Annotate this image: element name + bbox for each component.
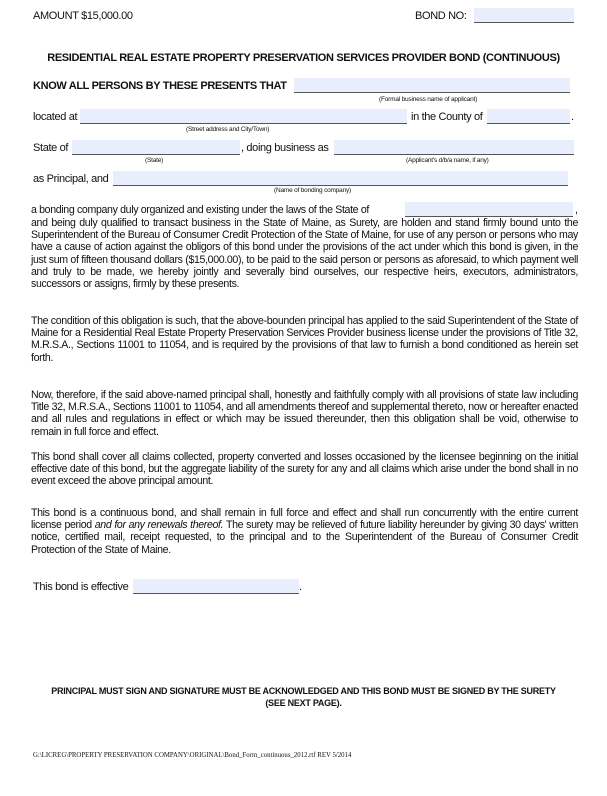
paragraph-4: This bond shall cover all claims collected, property converted and losses occasioned by the licensee beginning on the initial effective date of this bond, but the aggregate liability of the surety for any and all claims which arise under the bond shall in no event exceed the above principal amount. <box>31 451 578 488</box>
state-caption: (State) <box>145 157 164 164</box>
paragraph-5-part-b: The surety may be relieved of future liability hereunder by giving 30 days' written notice, certified mail, receipt requested, to the principal and to the Superintendent of the Bureau of Consumer Credit Protection of the State of Maine. <box>31 519 579 556</box>
surety-state-comma: , <box>575 204 578 216</box>
paragraph-1: and being duly qualified to transact business in the State of Maine, as Surety, are holden and stand firmly bound unto the Superintendent of the Bureau of Consumer Credit Protection of the State of Maine, for use of any person or persons who may have a cause of action against the obligors of this bond under the provisions of the act under which this bond is given, in the just sum of fifteen thousand dollars ($15,000.00), to be paid to the said person or persons as aforesaid, to which payment well and truly to be made, we hereby jointly and severally bind ourselves, our respective heirs, executors, administrators, successors or assigns, firmly by these presents. <box>31 217 578 291</box>
paragraph-2: The condition of this obligation is such, that the above-bounden principal has applied to the said Superintendent of the State of Maine for a Residential Real Estate Property Preservation Services Provider business license under the provisions of Title 32, M.R.S.A., Sections 11001 to 11054, and is required by the provisions of that law to furnish a bond conditioned as herein set forth. <box>31 315 578 364</box>
effective-period: . <box>299 581 302 593</box>
amount-label: AMOUNT $15,000.00 <box>33 10 133 22</box>
dba-caption: (Applicant's d/b/a name, if any) <box>406 157 489 164</box>
dba-field[interactable] <box>334 140 574 155</box>
as-principal-label: as Principal, and <box>33 173 109 185</box>
bond-no-label: BOND NO: <box>415 10 467 22</box>
effective-label: This bond is effective <box>33 581 129 593</box>
paragraph-5-italic: and for any renewals thereof. <box>94 519 224 532</box>
county-label: in the County of <box>411 111 483 123</box>
signature-notice-line-1: PRINCIPAL MUST SIGN AND SIGNATURE MUST BE ACKNOWLEDGED AND THIS BOND MUST BE SIGNED BY THE SURETY <box>51 686 556 696</box>
street-address-field[interactable] <box>80 109 407 124</box>
know-all-persons-label: KNOW ALL PERSONS BY THESE PRESENTS THAT <box>33 80 287 92</box>
state-of-label: State of <box>33 142 69 154</box>
bond-no-field[interactable] <box>474 8 574 23</box>
located-at-label: located at <box>33 111 78 123</box>
surety-state-field[interactable] <box>405 202 573 217</box>
paragraph-1-start: a bonding company duly organized and existing under the laws of the State of <box>31 204 369 216</box>
doing-business-as-label: , doing business as <box>241 142 329 154</box>
effective-date-field[interactable] <box>133 579 299 594</box>
state-field[interactable] <box>72 140 240 155</box>
paragraph-5-part-a: This bond is a continuous bond, and shall remain in full force and effect and shall run concurrently with the entire current license period <box>31 507 578 532</box>
footer-file-path: G:\LICREG\PROPERTY PRESERVATION COMPANY\ORIGINAL\Bond_Form_continuous_2012.rtf REV 5/2014 <box>33 752 352 759</box>
county-field[interactable] <box>487 109 570 124</box>
county-period: . <box>571 111 574 123</box>
paragraph-3: Now, therefore, if the said above-named principal shall, honestly and faithfully comply with all provisions of state law including Title 32, M.R.S.A., Sections 11001 to 11054, and all amendments thereof and supplemental thereto, now or hereafter enacted and all rules and regulations in effect or which may be issued thereunder, then this obligation shall be void, otherwise to remain in full force and effect. <box>31 389 578 438</box>
applicant-name-field[interactable] <box>294 78 570 93</box>
signature-notice <box>0 685 607 709</box>
signature-notice-line-2: (SEE NEXT PAGE). <box>265 698 342 708</box>
street-address-caption: (Street address and City/Town) <box>186 126 270 133</box>
paragraph-5 <box>31 507 578 556</box>
applicant-name-caption: (Formal business name of applicant) <box>379 96 478 103</box>
bonding-company-field[interactable] <box>113 171 568 186</box>
document-title: RESIDENTIAL REAL ESTATE PROPERTY PRESERVATION SERVICES PROVIDER BOND (CONTINUOUS) <box>47 52 560 64</box>
bonding-company-caption: (Name of bonding company) <box>274 187 352 194</box>
